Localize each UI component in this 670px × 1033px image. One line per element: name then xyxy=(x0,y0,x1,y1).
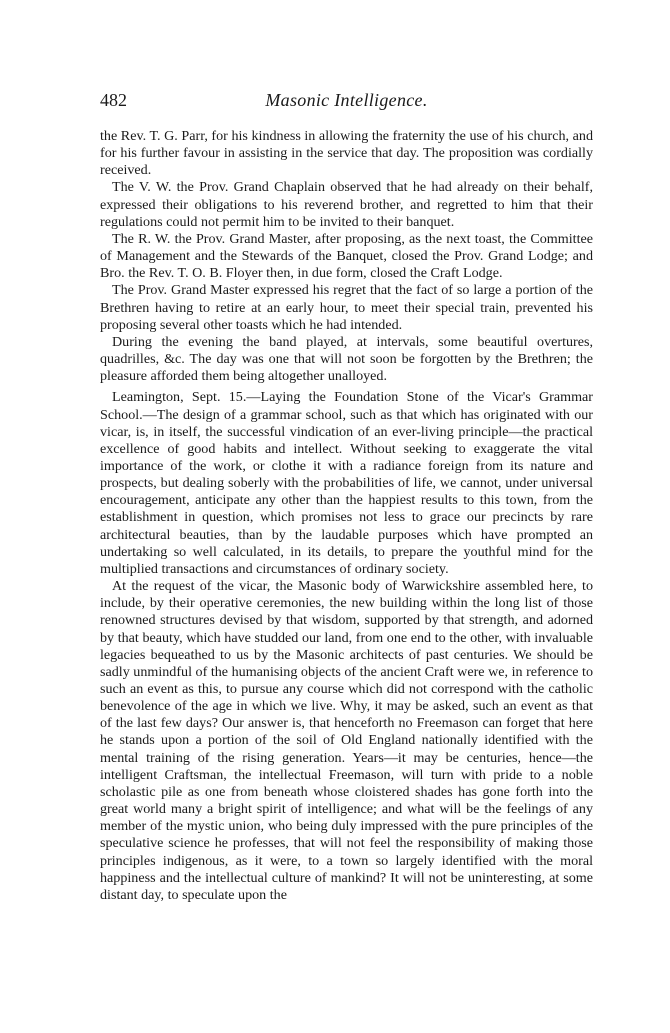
running-title: Masonic Intelligence. xyxy=(265,90,428,110)
paragraph-grand-master-regret: The Prov. Grand Master expressed his regret that the fact of so large a portion of the Brethren having to retire at an early hour, to meet their special train, prevented his proposing several other toasts which he had intended. xyxy=(100,282,593,333)
paragraph-grand-chaplain: The V. W. the Prov. Grand Chaplain observed that he had already on their behalf, expressed their obligations to his reverend brother, and regretted to him that their regulations could not permit him to be invited to their banquet. xyxy=(100,179,593,230)
paragraph-leamington-report: Leamington, Sept. 15.—Laying the Foundation Stone of the Vicar's Grammar School.—The design of a grammar school, such as that which has originated with our vicar, is, in itself, the successful vindication of an ever-living principle—the practical excellence of good habits and intellect. Without seeking to exaggerate the vital importance of the work, or clothe it with a radiance foreign from its nature and prospects, but dealing soberly with the probabilities of life, we cannot, under universal encouragement, anticipate any other than the happiest results to this town, from the establishment in question, which promises not less to grace our precincts by rare architectural beauties, than by the laudable purposes which have prompted an undertaking so well calculated, in its details, to prepare the youthful mind for the multiplied transactions and circumstances of ordinary society. xyxy=(100,389,593,577)
paragraph-church-thanks: the Rev. T. G. Parr, for his kindness in allowing the fraternity the use of his church, and for his further favour in assisting in the service that day. The proposition was cordially received. xyxy=(100,128,593,179)
paragraph-grand-master-toast: The R. W. the Prov. Grand Master, after proposing, as the next toast, the Committee of Management and the Stewards of the Banquet, closed the Prov. Grand Lodge; and Bro. the Rev. T. O. B. Floyer then, in due form, closed the Craft Lodge. xyxy=(100,230,593,282)
page-header xyxy=(100,90,593,116)
paragraph-vicar-request: At the request of the vicar, the Masonic body of Warwickshire assembled here, to include, by their operative ceremonies, the new building within the long list of those renowned structures devised by that wisdom, supported by that strength, and adorned by that beauty, which have studded our land, from one end to the other, with invaluable legacies bequeathed to us by the Masonic architects of past centuries. We should be sadly unmindful of the humanising objects of the ancient Craft were we, in reference to such an event as this, to pursue any course which did not correspond with the catholic benevolence of the age in which we live. Why, it may be asked, such an event as that of the last few days? Our answer is, that henceforth no Freemason can forget that here he stands upon a portion of the soil of Old England nationally identified with the mental training of the rising generation. Years—it may be centuries, hence—the intelligent Craftsman, the intellectual Freemason, will turn with pride to a noble scholastic pile as one from beneath whose cloistered shades has gone forth into the great world many a bright spirit of intelligence; and what will be the feelings of any member of the mystic union, who being duly impressed with the pure principles of the speculative science he professes, that will not feel the responsibility of making those principles indigenous, as it were, to a town so largely identified with the moral happiness and the intellectual culture of mankind? It will not be uninteresting, at some distant day, to speculate upon the xyxy=(100,578,593,903)
page-number: 482 xyxy=(100,90,127,110)
paragraph-evening-band: During the evening the band played, at intervals, some beautiful overtures, quadrilles, &c. The day was one that will not soon be forgotten by the Brethren; the pleasure afforded them being altogether unalloyed. xyxy=(100,333,593,385)
article-body xyxy=(100,128,593,904)
